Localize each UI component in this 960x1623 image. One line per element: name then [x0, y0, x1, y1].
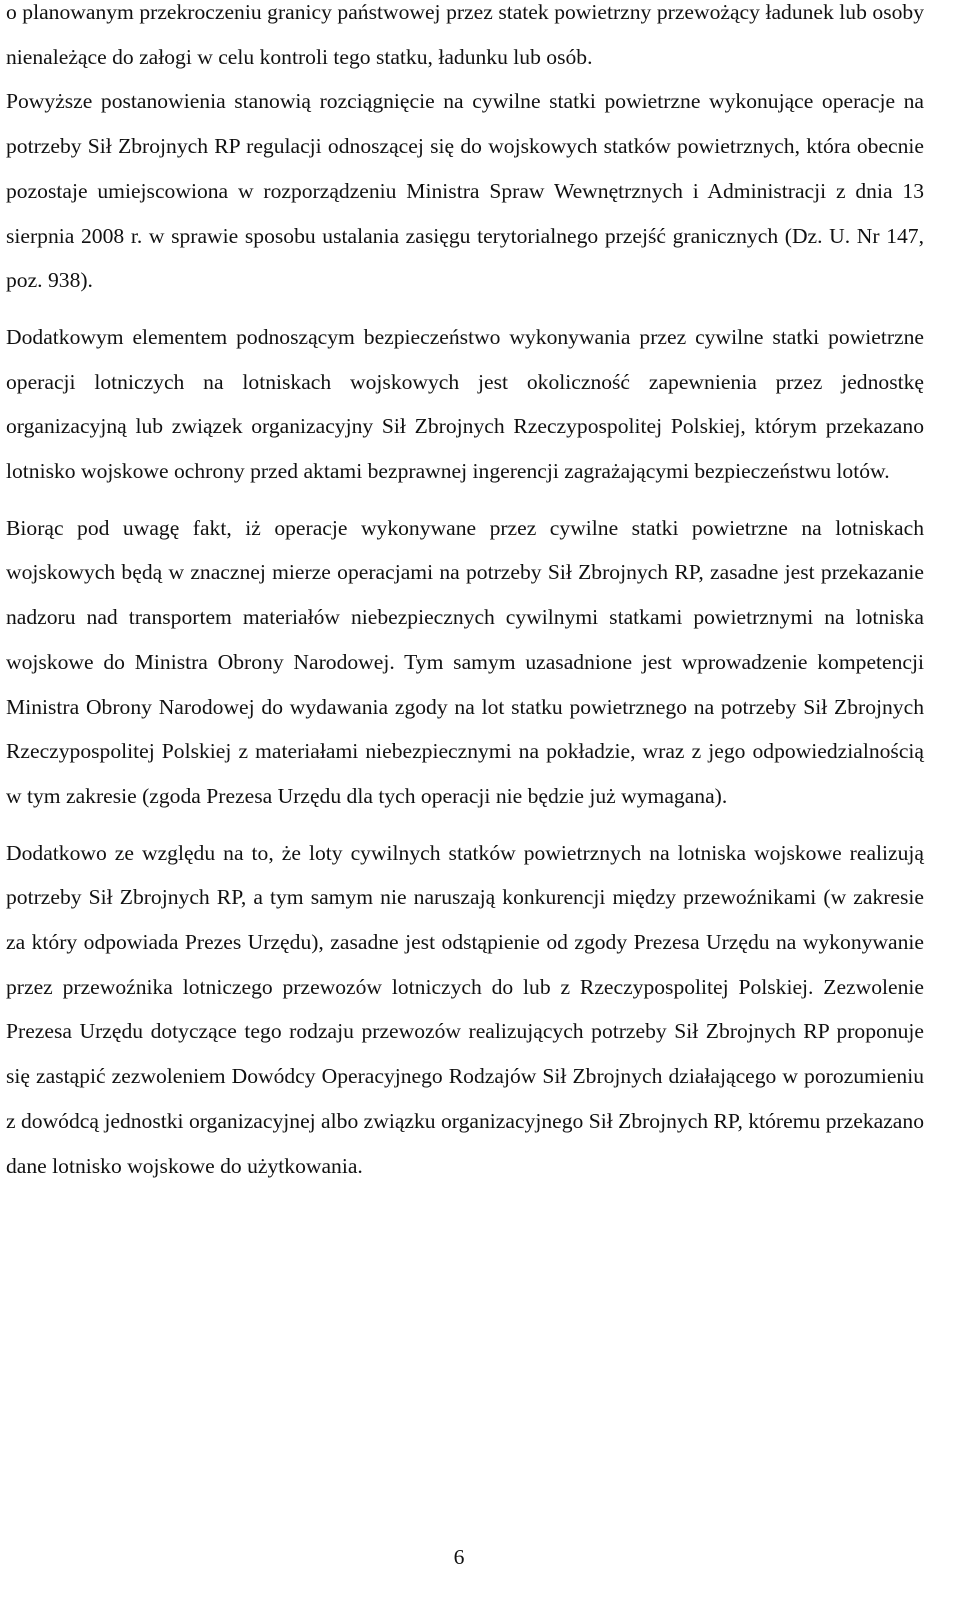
page-number: 6 — [453, 1545, 465, 1569]
document-page — [6, 0, 924, 1623]
paragraph-regulation-extension: Powyższe postanowienia stanowią rozciągnięcie na cywilne statki powietrzne wykonujące operacje na potrzeby Sił Zbrojnych RP regulacji odnoszącej się do wojskowych statków powietrznych, która obecnie pozostaje umiejscowiona w rozporządzeniu Ministra Spraw Wewnętrznych i Administracji z dnia 13 sierpnia 2008 r. w sprawie sposobu ustalania zasięgu terytorialnego przejść granicznych (Dz. U. Nr 147, poz. 938). — [6, 89, 924, 293]
paragraph-security-element: Dodatkowym elementem podnoszącym bezpieczeństwo wykonywania przez cywilne statki powietrzne operacji lotniczych na lotniskach wojskowych jest okoliczność zapewnienia przez jednostkę organizacyjną lub związek organizacyjny Sił Zbrojnych Rzeczypospolitej Polskiej, którym przekazano lotnisko wojskowe ochrony przed aktami bezprawnej ingerencji zagrażającymi bezpieczeństwu lotów. — [6, 324, 924, 484]
paragraph-dangerous-goods-oversight: Biorąc pod uwagę fakt, iż operacje wykonywane przez cywilne statki powietrzne na lotniskach wojskowych będą w znacznej mierze operacjami na potrzeby Sił Zbrojnych RP, zasadne jest przekazanie nadzoru nad transportem materiałów niebezpiecznych cywilnymi statkami powietrznymi na lotniska wojskowe do Ministra Obrony Narodowej. Tym samym uzasadnione jest wprowadzenie kompetencji Ministra Obrony Narodowej do wydawania zgody na lot statku powietrznego na potrzeby Sił Zbrojnych Rzeczypospolitej Polskiej z materiałami niebezpiecznymi na pokładzie, wraz z jego odpowiedzialnością w tym zakresie (zgoda Prezesa Urzędu dla tych operacji nie będzie już wymagana). — [6, 515, 924, 808]
paragraph-border-crossing-notice: o planowanym przekroczeniu granicy państwowej przez statek powietrzny przewożący ładunek lub osoby nienależące do załogi w celu kontroli tego statku, ładunku lub osób. — [6, 0, 924, 69]
paragraph-carrier-permit: Dodatkowo ze względu na to, że loty cywilnych statków powietrznych na lotniska wojskowe realizują potrzeby Sił Zbrojnych RP, a tym samym nie naruszają konkurencji między przewoźnikami (w zakresie za który odpowiada Prezes Urzędu), zasadne jest odstąpienie od zgody Prezesa Urzędu na wykonywanie przez przewoźnika lotniczego przewozów lotniczych do lub z Rzeczypospolitej Polskiej. Zezwolenie Prezesa Urzędu dotyczące tego rodzaju przewozów realizujących potrzeby Sił Zbrojnych RP proponuje się zastąpić zezwoleniem Dowódcy Operacyjnego Rodzajów Sił Zbrojnych działającego w porozumieniu z dowódcą jednostki organizacyjnej albo związku organizacyjnego Sił Zbrojnych RP, któremu przekazano dane lotnisko wojskowe do użytkowania. — [6, 840, 924, 1178]
